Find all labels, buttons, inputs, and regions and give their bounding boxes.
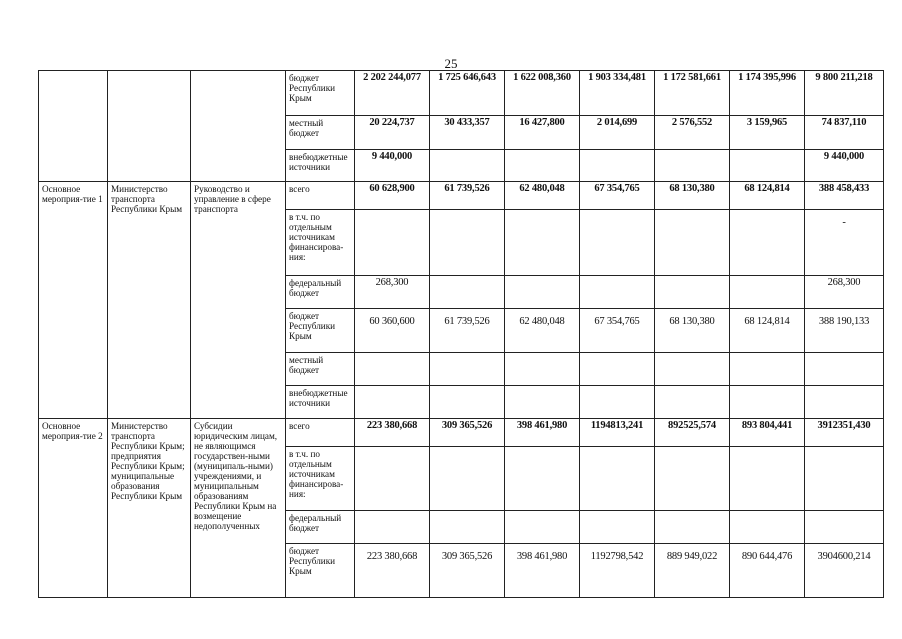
table-row	[39, 182, 884, 210]
value-cell: 2 014,699	[580, 116, 655, 150]
value-cell	[580, 150, 655, 182]
value-cell: 60 628,900	[355, 182, 430, 210]
value-cell: 1 903 334,481	[580, 71, 655, 116]
activity-cell	[39, 71, 108, 182]
table-row	[39, 71, 884, 116]
value-cell	[580, 511, 655, 544]
value-cell	[730, 210, 805, 276]
value-cell: 388 190,133	[805, 309, 884, 353]
source-cell: внебюджетные источники	[286, 150, 355, 182]
value-cell	[430, 511, 505, 544]
value-cell: 309 365,526	[430, 419, 505, 447]
value-cell	[505, 150, 580, 182]
description-cell: Субсидии юридическим лицам, не являющимся государствен-ными (муниципаль-ными) учреждениями, и муниципальным образованиям Республики Крым на возмещение недополученных	[191, 419, 286, 598]
source-cell: федеральный бюджет	[286, 276, 355, 309]
value-cell: 62 480,048	[505, 182, 580, 210]
value-cell	[655, 150, 730, 182]
value-cell: 1 725 646,643	[430, 71, 505, 116]
value-cell: 892525,574	[655, 419, 730, 447]
value-cell	[355, 511, 430, 544]
value-cell	[505, 511, 580, 544]
value-cell	[580, 353, 655, 386]
source-cell: бюджет Республики Крым	[286, 544, 355, 598]
value-cell	[505, 386, 580, 419]
page-number: 25	[444, 56, 458, 71]
description-cell	[191, 71, 286, 182]
value-cell: 67 354,765	[580, 182, 655, 210]
value-cell: 9 440,000	[355, 150, 430, 182]
executor-cell	[108, 71, 191, 182]
value-cell	[430, 386, 505, 419]
value-cell	[655, 353, 730, 386]
value-cell: 309 365,526	[430, 544, 505, 598]
value-cell	[730, 353, 805, 386]
value-cell: 398 461,980	[505, 544, 580, 598]
value-cell	[355, 210, 430, 276]
value-cell	[580, 447, 655, 511]
value-cell	[730, 150, 805, 182]
value-cell: 30 433,357	[430, 116, 505, 150]
value-cell: 2 576,552	[655, 116, 730, 150]
value-cell	[730, 386, 805, 419]
value-cell	[655, 447, 730, 511]
value-cell	[730, 276, 805, 309]
value-cell	[505, 447, 580, 511]
value-cell: 74 837,110	[805, 116, 884, 150]
source-cell: всего	[286, 419, 355, 447]
value-cell: 3904600,214	[805, 544, 884, 598]
executor-cell: Министерство транспорта Республики Крым; предприятия Республики Крым; муниципальные образования Республики Крым	[108, 419, 191, 598]
source-cell: бюджет Республики Крым	[286, 309, 355, 353]
source-cell: всего	[286, 182, 355, 210]
value-cell: 1 622 008,360	[505, 71, 580, 116]
value-cell: 1 174 395,996	[730, 71, 805, 116]
value-cell: 62 480,048	[505, 309, 580, 353]
value-cell	[430, 353, 505, 386]
value-cell	[655, 386, 730, 419]
value-cell: 398 461,980	[505, 419, 580, 447]
value-cell: 889 949,022	[655, 544, 730, 598]
value-cell	[655, 511, 730, 544]
value-cell	[730, 511, 805, 544]
value-cell: 223 380,668	[355, 544, 430, 598]
value-cell	[505, 210, 580, 276]
value-cell	[430, 276, 505, 309]
value-cell: 9 800 211,218	[805, 71, 884, 116]
source-cell: местный бюджет	[286, 353, 355, 386]
source-cell: внебюджетные источники	[286, 386, 355, 419]
value-cell: 268,300	[355, 276, 430, 309]
source-cell: федеральный бюджет	[286, 511, 355, 544]
value-cell: 3 159,965	[730, 116, 805, 150]
value-cell	[580, 276, 655, 309]
value-cell: 3912351,430	[805, 419, 884, 447]
value-cell: 68 130,380	[655, 309, 730, 353]
value-cell: 60 360,600	[355, 309, 430, 353]
value-cell: 223 380,668	[355, 419, 430, 447]
value-cell: 16 427,800	[505, 116, 580, 150]
source-cell: местный бюджет	[286, 116, 355, 150]
budget-table	[38, 70, 884, 598]
value-cell: 9 440,000	[805, 150, 884, 182]
value-cell	[730, 447, 805, 511]
value-cell: 268,300	[805, 276, 884, 309]
value-cell: 68 124,814	[730, 309, 805, 353]
value-cell: 890 644,476	[730, 544, 805, 598]
table-row	[39, 419, 884, 447]
value-cell	[655, 210, 730, 276]
value-cell	[505, 353, 580, 386]
value-cell	[655, 276, 730, 309]
activity-cell: Основное мероприя-тие 2	[39, 419, 108, 598]
value-cell: 61 739,526	[430, 309, 505, 353]
source-cell: бюджет Республики Крым	[286, 71, 355, 116]
value-cell: 893 804,441	[730, 419, 805, 447]
value-cell: 68 130,380	[655, 182, 730, 210]
value-cell: 67 354,765	[580, 309, 655, 353]
value-cell	[580, 210, 655, 276]
value-cell: -	[805, 210, 884, 276]
value-cell: 1 172 581,661	[655, 71, 730, 116]
activity-cell: Основное мероприя-тие 1	[39, 182, 108, 419]
value-cell	[430, 447, 505, 511]
source-cell: в т.ч. по отдельным источникам финансирова-ния:	[286, 210, 355, 276]
executor-cell: Министерство транспорта Республики Крым	[108, 182, 191, 419]
value-cell: 2 202 244,077	[355, 71, 430, 116]
value-cell: 68 124,814	[730, 182, 805, 210]
value-cell	[805, 511, 884, 544]
value-cell	[580, 386, 655, 419]
value-cell: 20 224,737	[355, 116, 430, 150]
source-cell: в т.ч. по отдельным источникам финансирова-ния:	[286, 447, 355, 511]
value-cell	[355, 386, 430, 419]
value-cell	[430, 210, 505, 276]
value-cell	[355, 353, 430, 386]
value-cell: 61 739,526	[430, 182, 505, 210]
value-cell	[505, 276, 580, 309]
description-cell: Руководство и управление в сфере транспорта	[191, 182, 286, 419]
value-cell	[805, 447, 884, 511]
value-cell: 388 458,433	[805, 182, 884, 210]
value-cell: 1192798,542	[580, 544, 655, 598]
value-cell: 1194813,241	[580, 419, 655, 447]
value-cell	[355, 447, 430, 511]
value-cell	[805, 386, 884, 419]
value-cell	[805, 353, 884, 386]
value-cell	[430, 150, 505, 182]
